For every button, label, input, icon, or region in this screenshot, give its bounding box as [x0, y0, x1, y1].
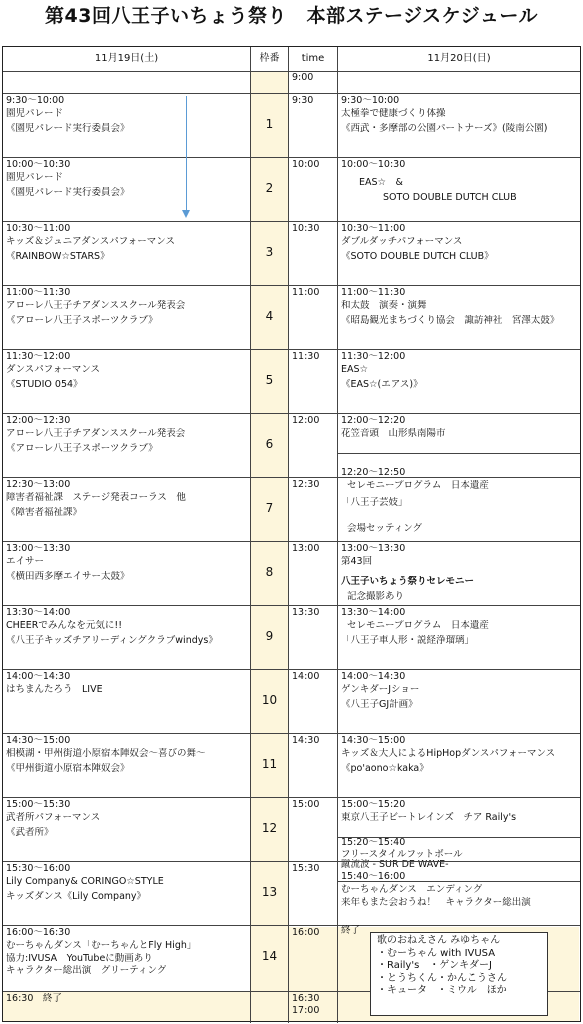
day1-entry-line: 《甲州街道小原宿本陣奴会》 [6, 763, 130, 774]
day1-entry-line: 相模湖・甲州街道小原宿本陣奴会～喜びの舞～ [6, 748, 206, 759]
time-mark: 14:00 [292, 671, 320, 682]
header-day2: 11月20日(日) [427, 53, 491, 64]
time-mark: 10:30 [292, 223, 320, 234]
day2-entry-line: 11:00～11:30 [341, 287, 406, 298]
slot-number: 7 [265, 501, 274, 515]
day2-entry-line: 14:00～14:30 [341, 671, 406, 682]
day2-entry-line: 終了 [341, 925, 361, 936]
day1-entry-line: 協力:IVUSA YouTubeに動画あり [6, 953, 153, 964]
arrow-head [182, 210, 190, 218]
day1-entry-line: キッズ＆ジュニアダンスパフォーマンス [6, 236, 176, 247]
day2-entry-line: 東京八王子ビートレインズ チア Raily's [341, 812, 517, 823]
day2-entry-line: 12:20～12:50 [341, 467, 406, 478]
slot-number: 14 [261, 949, 278, 963]
day1-entry-line: 11:30～12:00 [6, 351, 71, 362]
day1-entry-line: 9:30～10:00 [6, 95, 65, 106]
day2-entry-line: 10:00～10:30 [341, 159, 406, 170]
day1-entry-line: エイサー [6, 556, 45, 567]
day1-entry-line: キッズダンス《Lily Company》 [6, 891, 147, 902]
day2-entry-line: 花笠音頭 山形県南陽市 [341, 428, 446, 439]
day1-entry-line: 《横田西多摩エイサー太鼓》 [6, 571, 130, 582]
day2-entry-line: キッズ＆大人によるHipHopダンスパフォーマンス [341, 748, 556, 759]
day1-entry-line: はちまんたろう LIVE [6, 684, 103, 695]
day2-entry-line: 《po'aono☆kaka》 [341, 763, 429, 774]
day1-entry-line: 《園児パレード実行委員会》 [6, 123, 130, 134]
day1-entry-line: 《RAINBOW☆STARS》 [6, 251, 110, 262]
day2-entry-line: SOTO DOUBLE DUTCH CLUB [383, 192, 517, 203]
day2-entry-line: 「八王子芸妓」 [341, 497, 408, 508]
day2-entry-line: 会場セッティング [347, 523, 423, 534]
slot-column-bg [251, 71, 288, 1021]
day2-entry-line: 《西武・多摩部の公園パートナーズ》(陵南公園) [341, 123, 548, 134]
slot-number: 9 [265, 629, 274, 643]
day1-entry-line: 10:00～10:30 [6, 159, 71, 170]
day2-entry-line: 10:30～11:00 [341, 223, 406, 234]
slot-number: 12 [261, 821, 278, 835]
day2-entry-line: EAS☆ [341, 364, 369, 375]
day1-entry-line: 園児パレード [6, 108, 64, 119]
header-time: time [301, 53, 325, 64]
day2-entry-line: フリースタイルフットボール [341, 849, 463, 860]
day2-entry-line: 13:30～14:00 [341, 607, 406, 618]
day1-entry-line: 武者所パフォーマンス [6, 812, 101, 823]
day1-entry-line: 15:30～16:00 [6, 863, 71, 874]
slot-number: 2 [265, 181, 274, 195]
day1-entry-line: 11:00～11:30 [6, 287, 71, 298]
day1-entry-line: 《園児パレード実行委員会》 [6, 187, 130, 198]
day2-entry-line: 《昭島観光まちづくり協会 諏訪神社 宮澤太鼓》 [341, 315, 560, 326]
time-mark: 12:30 [292, 479, 320, 490]
time-mark: 15:30 [292, 863, 320, 874]
box-line: ・キュータ ・ミウル ほか [377, 985, 507, 996]
slot-number: 13 [261, 885, 278, 899]
ending-characters-box [370, 932, 548, 1016]
time-900: 9:00 [292, 72, 314, 83]
header-slot: 枠番 [259, 53, 280, 64]
day2-entry-line: 15:20～15:40 [341, 837, 406, 848]
day1-entry-line: キャラクター総出演 グリーティング [6, 965, 167, 976]
day2-entry-line: 《八王子GJ計画》 [341, 699, 418, 710]
time-mark: 12:00 [292, 415, 320, 426]
box-line: ・Raily's ・ゲンキダーJ [377, 960, 492, 971]
day1-entry-line: CHEERでみんなを元気に!! [6, 620, 122, 631]
day2-entry-line: 蹴流波 - SUR DE WAVE- [341, 859, 449, 870]
day2-entry-line: 11:30～12:00 [341, 351, 406, 362]
day2-entry-line: 記念撮影あり [347, 591, 405, 602]
last-time-2: 17:00 [292, 1005, 320, 1016]
day2-entry-line: 《SOTO DOUBLE DUTCH CLUB》 [341, 251, 494, 262]
slot-number: 10 [261, 693, 278, 707]
day2-entry-line: 9:30～10:00 [341, 95, 400, 106]
day2-entry-line: 「八王子車人形・説経浄瑠璃」 [341, 635, 475, 646]
time-mark: 9:30 [292, 95, 314, 106]
day2-entry-line: 和太鼓 演奏・演舞 [341, 300, 427, 311]
day1-entry-line: 《八王子キッズチアリーディングクラブwindys》 [6, 635, 218, 646]
time-mark: 11:30 [292, 351, 320, 362]
page-title: 第43回八王子いちょう祭り 本部ステージスケジュール [45, 5, 538, 27]
day1-entry-line: 15:00～15:30 [6, 799, 71, 810]
header-day1: 11月19日(土) [94, 53, 159, 64]
day2-entry-line: むーちゃんダンス エンディング [341, 884, 483, 895]
last-left: 16:30 終了 [6, 993, 62, 1004]
day1-entry-line: Lily Company& CORINGO☆STYLE [6, 876, 164, 887]
time-mark: 13:00 [292, 543, 320, 554]
slot-number: 3 [265, 245, 274, 259]
day2-entry-line: 《EAS☆(エアス)》 [341, 379, 423, 390]
day1-entry-line: 13:00～13:30 [6, 543, 71, 554]
day1-entry-line: 13:30～14:00 [6, 607, 71, 618]
time-mark: 14:30 [292, 735, 320, 746]
day2-entry-line: 八王子いちょう祭りセレモニー [341, 576, 475, 587]
day2-entry-line: 太極拳で健康づくり体操 [341, 108, 446, 119]
slot-number: 11 [261, 757, 278, 771]
day1-entry-line: 《武者所》 [6, 827, 54, 838]
day2-entry-line: 第43回 [341, 556, 373, 567]
day2-entry-line: 15:40～16:00 [341, 871, 406, 882]
day1-entry-line: 《アローレ八王子スポーツクラブ》 [6, 443, 158, 454]
slot-number: 1 [265, 117, 274, 131]
last-time-1: 16:30 [292, 993, 320, 1004]
day2-entry-line: 14:30～15:00 [341, 735, 406, 746]
day1-entry-line: アローレ八王子チアダンススクール発表会 [6, 300, 186, 311]
slot-number: 4 [265, 309, 274, 323]
day2-entry-line: 来年もまた会おうね！ キャラクター総出演 [341, 897, 531, 908]
time-mark: 10:00 [292, 159, 320, 170]
slot-number: 8 [265, 565, 274, 579]
day2-entry-line: 15:00～15:20 [341, 799, 406, 810]
box-line: 歌のおねえさん みゆちゃん [377, 935, 501, 946]
day1-entry-line: 《障害者福祉課》 [6, 507, 83, 518]
day2-entry-line: 13:00～13:30 [341, 543, 406, 554]
day1-entry-line: ダンスパフォーマンス [6, 364, 101, 375]
day1-entry-line: 14:30～15:00 [6, 735, 71, 746]
day1-entry-line: 《アローレ八王子スポーツクラブ》 [6, 315, 158, 326]
schedule-table [2, 46, 581, 1022]
day1-entry-line: 障害者福祉課 ステージ発表コーラス 他 [6, 492, 186, 503]
day1-entry-line: 16:00～16:30 [6, 927, 71, 938]
day1-entry-line: 《STUDIO 054》 [6, 379, 83, 390]
day2-entry-line: セレモニープログラム 日本遺産 [347, 480, 489, 491]
day2-entry-line: ゲンキダーJショー [341, 684, 420, 695]
time-mark: 11:00 [292, 287, 320, 298]
day2-entry-line: セレモニープログラム 日本遺産 [347, 620, 489, 631]
day1-entry-line: 園児パレード [6, 172, 64, 183]
day1-entry-line: 10:30～11:00 [6, 223, 71, 234]
time-mark: 15:00 [292, 799, 320, 810]
day1-entry-line: 12:30～13:00 [6, 479, 71, 490]
day1-entry-line: むーちゃんダンス「むーちゃんとFly High」 [6, 940, 197, 951]
slot-number: 6 [265, 437, 274, 451]
day1-entry-line: アローレ八王子チアダンススクール発表会 [6, 428, 186, 439]
day1-entry-line: 12:00～12:30 [6, 415, 71, 426]
slot-number: 5 [265, 373, 274, 387]
day1-entry-line: 14:00～14:30 [6, 671, 71, 682]
continuation-arrow [186, 96, 187, 216]
box-line: ・むーちゃん with IVUSA [377, 947, 496, 959]
time-mark: 13:30 [292, 607, 320, 618]
box-line: ・とうちくん・かんこうさん [377, 972, 507, 984]
time-mark: 16:00 [292, 927, 320, 938]
day2-entry-line: EAS☆ & [359, 177, 403, 188]
day2-entry-line: 12:00～12:20 [341, 415, 406, 426]
day2-entry-line: ダブルダッチパフォーマンス [341, 236, 463, 247]
